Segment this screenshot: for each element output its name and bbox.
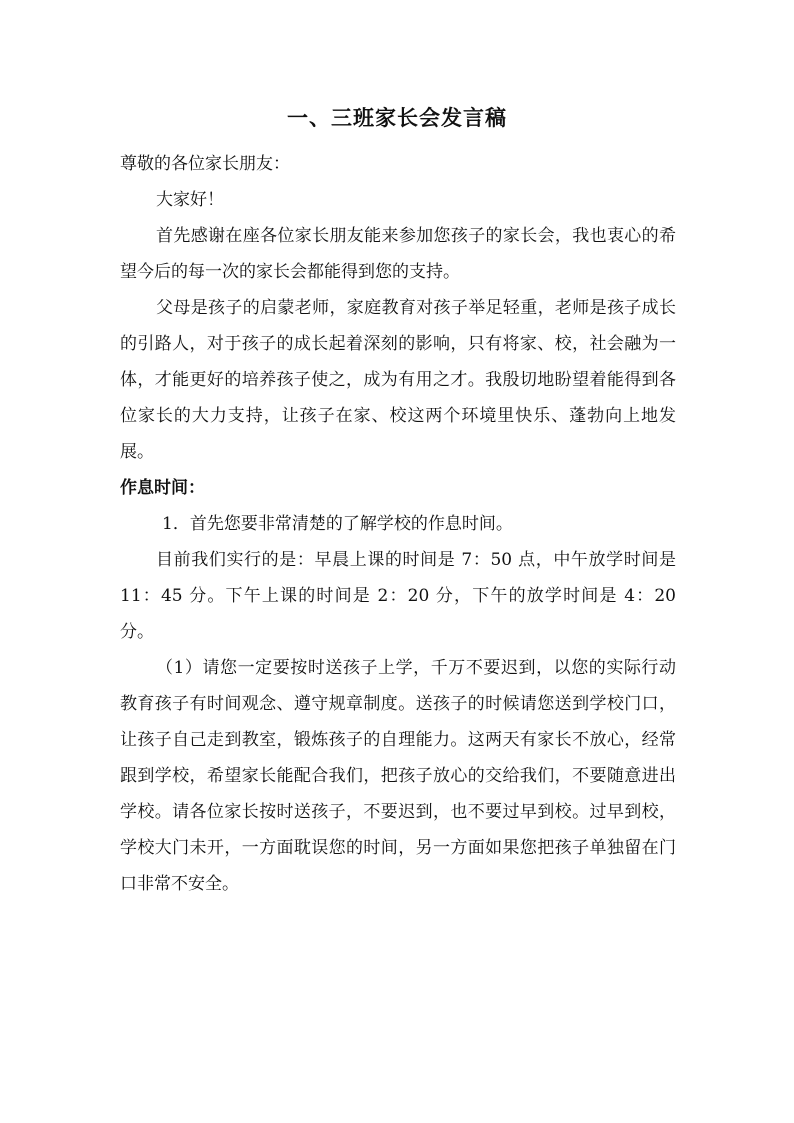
greeting: 大家好！ [156,190,224,210]
list-item-1: 1．首先您要非常清楚的了解学校的作息时间。 [162,514,513,534]
schedule-paragraph: 目前我们实行的是：早晨上课的时间是 7：50 点，中午放学时间是 11：45 分。下午上课的时间是 2：20 分，下午的放学时间是 4：20 分。 [120,550,676,642]
point-1-paragraph: （1）请您一定要按时送孩子上学，千万不要迟到，以您的实际行动教育孩子有时间观念、遵守规章制度。送孩子的时候请您送到学校门口，让孩子自己走到教室，锻炼孩子的自理能力。这两天有家长不放心，经常跟到学校，希望家长能配合我们，把孩子放心的交给我们，不要随意进出学校。请各位家长按时送孩子，不要迟到，也不要过早到校。过早到校，学校大门未开，一方面耽误您的时间，另一方面如果您把孩子单独留在门口非常不安全。 [120,658,676,894]
document-title: 一、三班家长会发言稿 [287,105,507,130]
thanks-paragraph: 首先感谢在座各位家长朋友能来参加您孩子的家长会，我也衷心的希望今后的每一次的家长会都能得到您的支持。 [120,226,676,282]
parents-paragraph: 父母是孩子的启蒙老师，家庭教育对孩子举足轻重，老师是孩子成长的引路人，对于孩子的成长起着深刻的影响，只有将家、校，社会融为一体，才能更好的培养孩子使之，成为有用之才。我殷切地盼望着能得到各位家长的大力支持，让孩子在家、校这两个环境里快乐、蓬勃向上地发展。 [120,298,676,462]
document-body [120,146,676,902]
section-heading: 作息时间： [120,478,205,498]
salutation: 尊敬的各位家长朋友： [120,154,290,174]
